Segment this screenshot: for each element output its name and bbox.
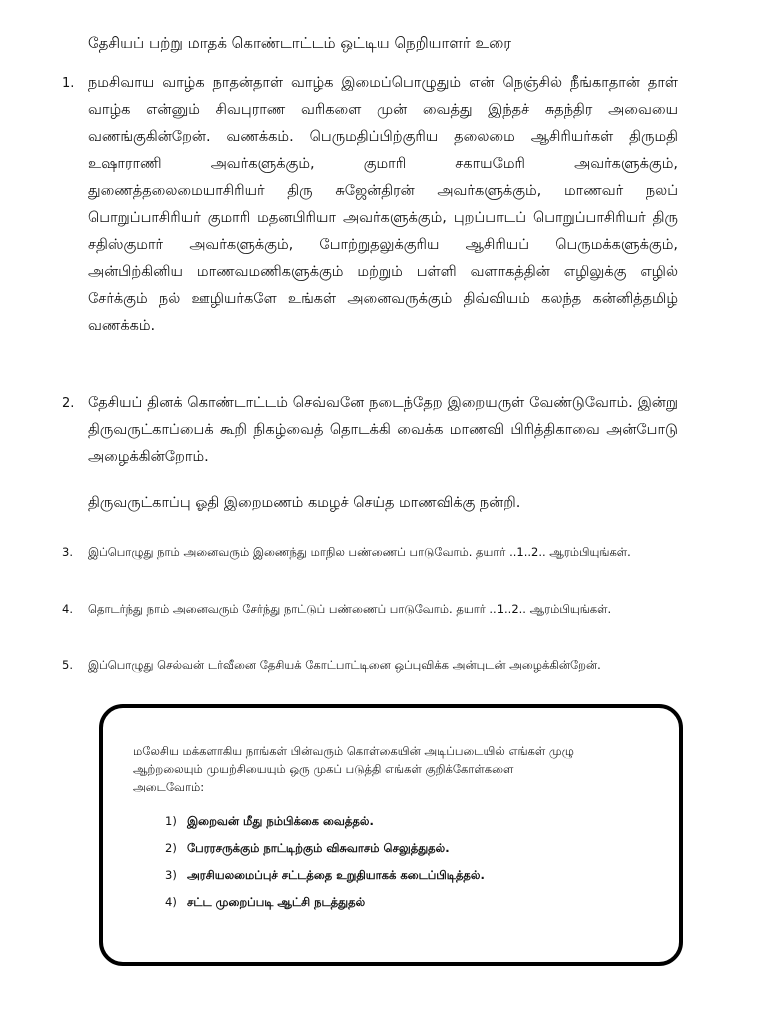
pledge-principle bbox=[165, 814, 485, 841]
page-title: தேசியப் பற்று மாதக் கொண்டாட்டம் ஒட்டிய நெறியாளர் உரை bbox=[88, 34, 512, 52]
item-text: இப்பொழுது நாம் அனைவரும் இணைந்து மாநில பண்ணைப் பாடுவோம். தயார் ..1..2.. ஆரம்பியுங்கள். bbox=[88, 545, 631, 559]
pledge-box bbox=[99, 704, 683, 966]
item-number: 4. bbox=[62, 602, 73, 616]
principle-text: அரசியலமைப்புச் சட்டத்தை உறுதியாகக் கடைப்பிடித்தல். bbox=[187, 868, 485, 882]
item-number: 2. bbox=[62, 396, 75, 411]
pledge-principle bbox=[165, 868, 485, 895]
list-item bbox=[62, 602, 678, 616]
pledge-principles-list bbox=[165, 814, 485, 922]
principle-number: 4) bbox=[165, 895, 177, 909]
list-item bbox=[62, 70, 678, 340]
principle-text: பேரரசருக்கும் நாட்டிற்கும் விசுவாசம் செலுத்துதல். bbox=[187, 841, 450, 855]
principle-number: 2) bbox=[165, 841, 177, 855]
principle-text: சட்ட முறைப்படி ஆட்சி நடத்துதல் bbox=[187, 895, 366, 909]
item-text: தொடர்ந்து நாம் அனைவரும் சேர்ந்து நாட்டுப் பண்ணைப் பாடுவோம். தயார் ..1..2.. ஆரம்பியுங்கள். bbox=[88, 602, 612, 616]
list-item bbox=[62, 658, 678, 672]
pledge-intro: மலேசிய மக்களாகிய நாங்கள் பின்வரும் கொள்கையின் அடிப்படையில் எங்கள் முழு ஆற்றலையும் முயற்சியையும் ஒரு முகப் படுத்தி எங்கள் குறிக்கோள்களை அடைவோம்: bbox=[133, 744, 574, 794]
thanks-line: திருவருட்காப்பு ஓதி இறைமணம் கமழச் செய்த மாணவிக்கு நன்றி. bbox=[88, 495, 521, 511]
item-number: 1. bbox=[62, 76, 75, 91]
item-number: 5. bbox=[62, 658, 73, 672]
item-text: தேசியப் தினக் கொண்டாட்டம் செவ்வனே நடைந்தேற இறையருள் வேண்டுவோம். இன்று திருவருட்காப்பைக் கூறி நிகழ்வைத் தொடக்கி வைக்க மாணவி பிரித்திகாவை அன்போடு அழைக்கின்றோம். bbox=[88, 395, 678, 465]
item-text: நமசிவாய வாழ்க நாதன்தாள் வாழ்க இமைப்பொழுதும் என் நெஞ்சில் நீங்காதான் தாள் வாழ்க என்னும் சிவபுராண வரிகளை முன் வைத்து இந்தச் சுதந்திர அவையை வணங்குகின்றேன். வணக்கம். பெருமதிப்பிற்குரிய தலைமை ஆசிரியர்கள் திருமதி உஷாராணி அவர்களுக்கும், குமாரி சகாயமேரி அவர்களுக்கும், துணைத்தலைமையாசிரியர் திரு சுஜேன்திரன் அவர்களுக்கும், மாணவர் நலப் பொறுப்பாசிரியர் குமாரி மதனபிரியா அவர்களுக்கும், புறப்பாடப் பொறுப்பாசிரியர் திரு சதிஸ்குமார் அவர்களுக்கும், போற்றுதலுக்குரிய ஆசிரியப் பெருமக்களுக்கும், அன்பிற்கினிய மாணவமணிகளுக்கும் மற்றும் பள்ளி வளாகத்தின் எழிலுக்கு எழில் சேர்க்கும் நல் ஊழியர்களே உங்கள் அனைவருக்கும் திவ்வியம் கலந்த கன்னித்தமிழ் வணக்கம். bbox=[88, 75, 678, 334]
principle-text: இறைவன் மீது நம்பிக்கை வைத்தல். bbox=[187, 814, 374, 828]
principle-number: 3) bbox=[165, 868, 177, 882]
pledge-principle bbox=[165, 841, 485, 868]
item-number: 3. bbox=[62, 545, 73, 559]
principle-number: 1) bbox=[165, 814, 177, 828]
list-item bbox=[62, 390, 678, 471]
list-item bbox=[62, 545, 678, 559]
pledge-principle bbox=[165, 895, 485, 922]
item-text: இப்பொழுது செல்வன் டர்வீனை தேசியக் கோட்பாட்டினை ஒப்புவிக்க அன்புடன் அழைக்கின்றேன். bbox=[88, 658, 601, 672]
